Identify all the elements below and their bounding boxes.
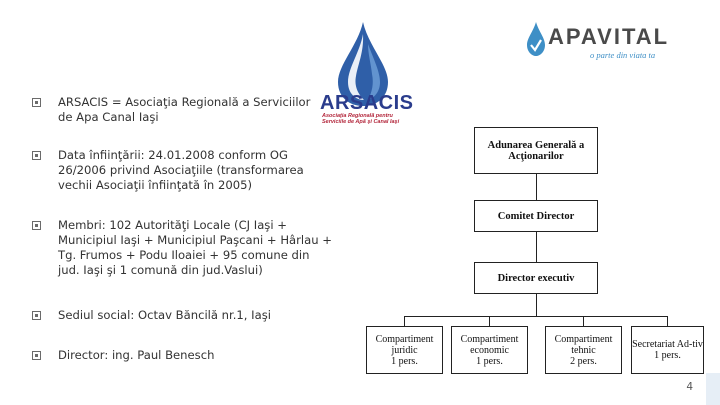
page-number: 4 bbox=[686, 381, 693, 393]
apavital-logo-text: APAVITAL bbox=[548, 24, 670, 49]
org-box-adunarea-generala bbox=[474, 127, 598, 174]
org-box-label: Adunarea Generală a Acţionarilor bbox=[487, 139, 585, 162]
org-box-staff: 1 pers. bbox=[654, 350, 681, 361]
org-box-label: Compartiment tehnic bbox=[554, 333, 613, 356]
org-box-secretariat bbox=[631, 326, 704, 374]
bullet-text: Membri: 102 Autorităţi Locale (CJ Iaşi + Municipiul Iaşi + Municipiul Paşcani + Hârlau + Tg. Frumos + Podu Iloaiei + 95 comune din jud. Iaşi şi 1 comună din jud.Vaslui) bbox=[58, 218, 332, 277]
connector-line bbox=[536, 174, 537, 200]
connector-line bbox=[536, 232, 537, 262]
org-box-director-executiv bbox=[474, 262, 598, 294]
connector-line bbox=[404, 316, 667, 317]
bullet-text: Data înfiinţării: 24.01.2008 conform OG 26/2006 privind Asociaţiile (transformarea vechii Asociaţii înfiinţată în 2005) bbox=[58, 148, 304, 192]
org-box-staff: 1 pers. bbox=[476, 355, 503, 367]
apavital-tagline: o parte din viata ta bbox=[590, 50, 656, 60]
org-box-compartiment-tehnic bbox=[545, 326, 622, 374]
connector-line bbox=[667, 316, 668, 326]
org-box-label: Compartiment juridic bbox=[375, 333, 434, 356]
org-box-label: Secretariat Ad-tiv bbox=[632, 339, 703, 350]
org-box-compartiment-economic bbox=[451, 326, 528, 374]
org-box-label: Comitet Director bbox=[497, 210, 575, 222]
corner-decoration bbox=[706, 373, 720, 405]
org-box-comitet-director bbox=[474, 200, 598, 232]
connector-line bbox=[404, 316, 405, 326]
org-box-label: Director executiv bbox=[497, 272, 575, 284]
arsacis-logo-subtitle: Asociaţia Regională pentru Serviciile de Apă şi Canal Iaşi bbox=[322, 113, 400, 125]
org-box-staff: 1 pers. bbox=[391, 355, 418, 367]
bullet-text: ARSACIS = Asociaţia Regională a Serviciilor de Apa Canal Iaşi bbox=[58, 95, 311, 124]
arsacis-logo-text: ARSACIS bbox=[320, 92, 414, 114]
bullet-text: Sediul social: Octav Băncilă nr.1, Iaşi bbox=[58, 308, 271, 322]
org-box-compartiment-juridic bbox=[366, 326, 443, 374]
connector-line bbox=[536, 294, 537, 316]
org-box-label: Compartiment economic bbox=[460, 333, 519, 356]
org-box-staff: 2 pers. bbox=[570, 355, 597, 367]
bullet-text: Director: ing. Paul Benesch bbox=[58, 348, 215, 362]
connector-line bbox=[583, 316, 584, 326]
connector-line bbox=[489, 316, 490, 326]
